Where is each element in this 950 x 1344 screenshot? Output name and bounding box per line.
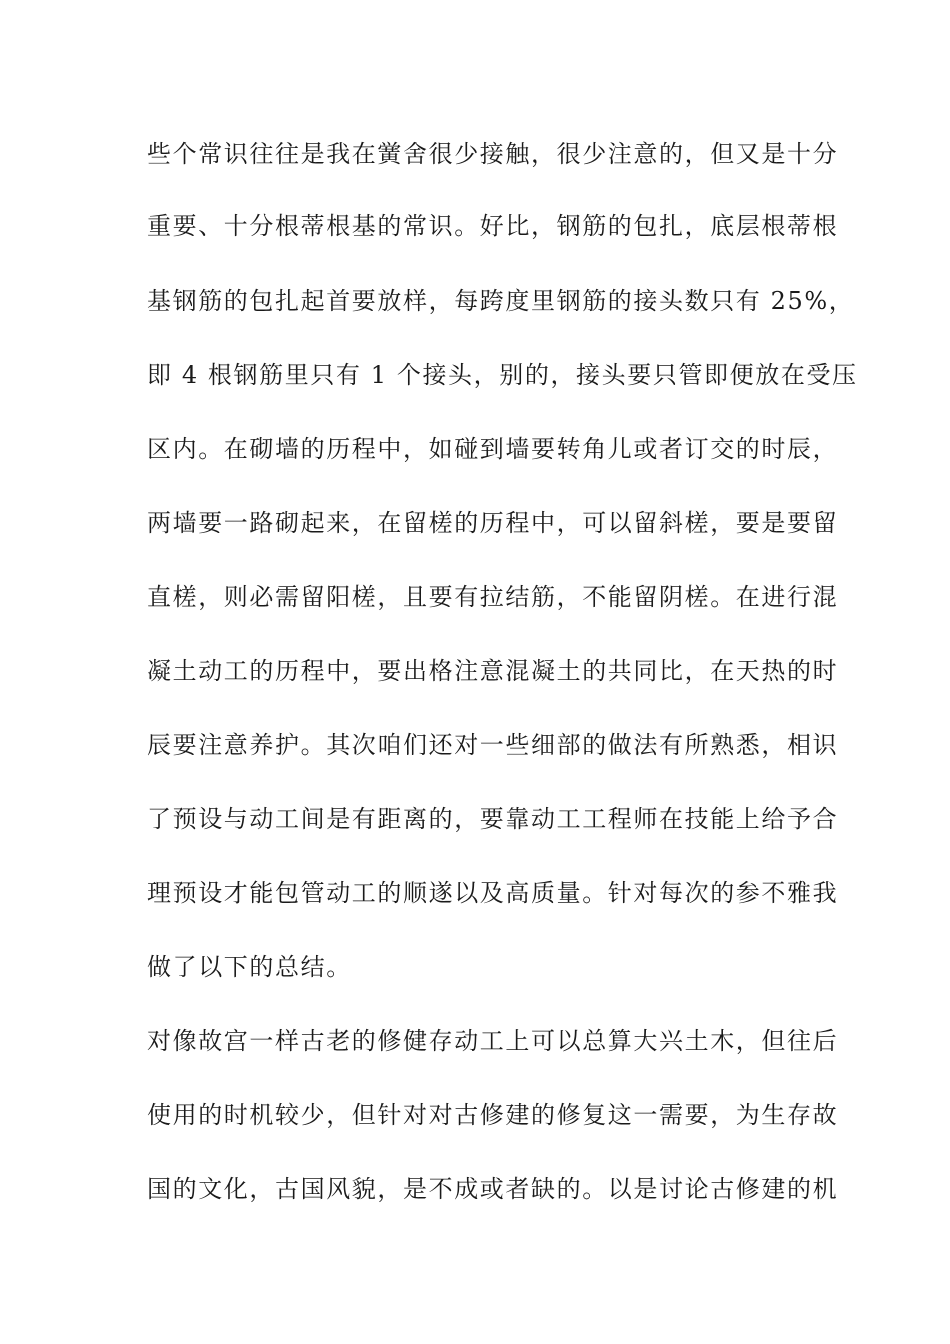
text-line: 些个常识往往是我在黉舍很少接触，很少注意的，但又是十分 bbox=[147, 140, 839, 168]
text-line: 使用的时机较少，但针对对古修建的修复这一需要，为生存故 bbox=[147, 1101, 839, 1129]
text-line: 对像故宫一样古老的修健存动工上可以总算大兴土木，但往后 bbox=[147, 1027, 839, 1055]
text-line: 重要、十分根蒂根基的常识。好比，钢筋的包扎，底层根蒂根 bbox=[147, 212, 839, 240]
text-line: 做了以下的总结。 bbox=[147, 953, 352, 981]
text-line: 了预设与动工间是有距离的，要靠动工工程师在技能上给予合 bbox=[147, 805, 839, 833]
text-line: 理预设才能包管动工的顺遂以及高质量。针对每次的参不雅我 bbox=[147, 879, 839, 907]
text-line: 即 4 根钢筋里只有 1 个接头，别的，接头要只管即便放在受压 bbox=[147, 361, 858, 389]
text-line: 基钢筋的包扎起首要放样，每跨度里钢筋的接头数只有 25%， bbox=[147, 287, 855, 315]
text-line: 辰要注意养护。其次咱们还对一些细部的做法有所熟悉，相识 bbox=[147, 731, 839, 759]
text-line: 直槎，则必需留阳槎，且要有拉结筋，不能留阴槎。在进行混 bbox=[147, 583, 839, 611]
text-line: 区内。在砌墙的历程中，如碰到墙要转角儿或者订交的时辰， bbox=[147, 435, 839, 463]
text-line: 国的文化，古国风貌，是不成或者缺的。以是讨论古修建的机 bbox=[147, 1175, 839, 1203]
text-line: 凝土动工的历程中，要出格注意混凝土的共同比，在天热的时 bbox=[147, 657, 839, 685]
text-line: 两墙要一路砌起来，在留槎的历程中，可以留斜槎，要是要留 bbox=[147, 509, 839, 537]
